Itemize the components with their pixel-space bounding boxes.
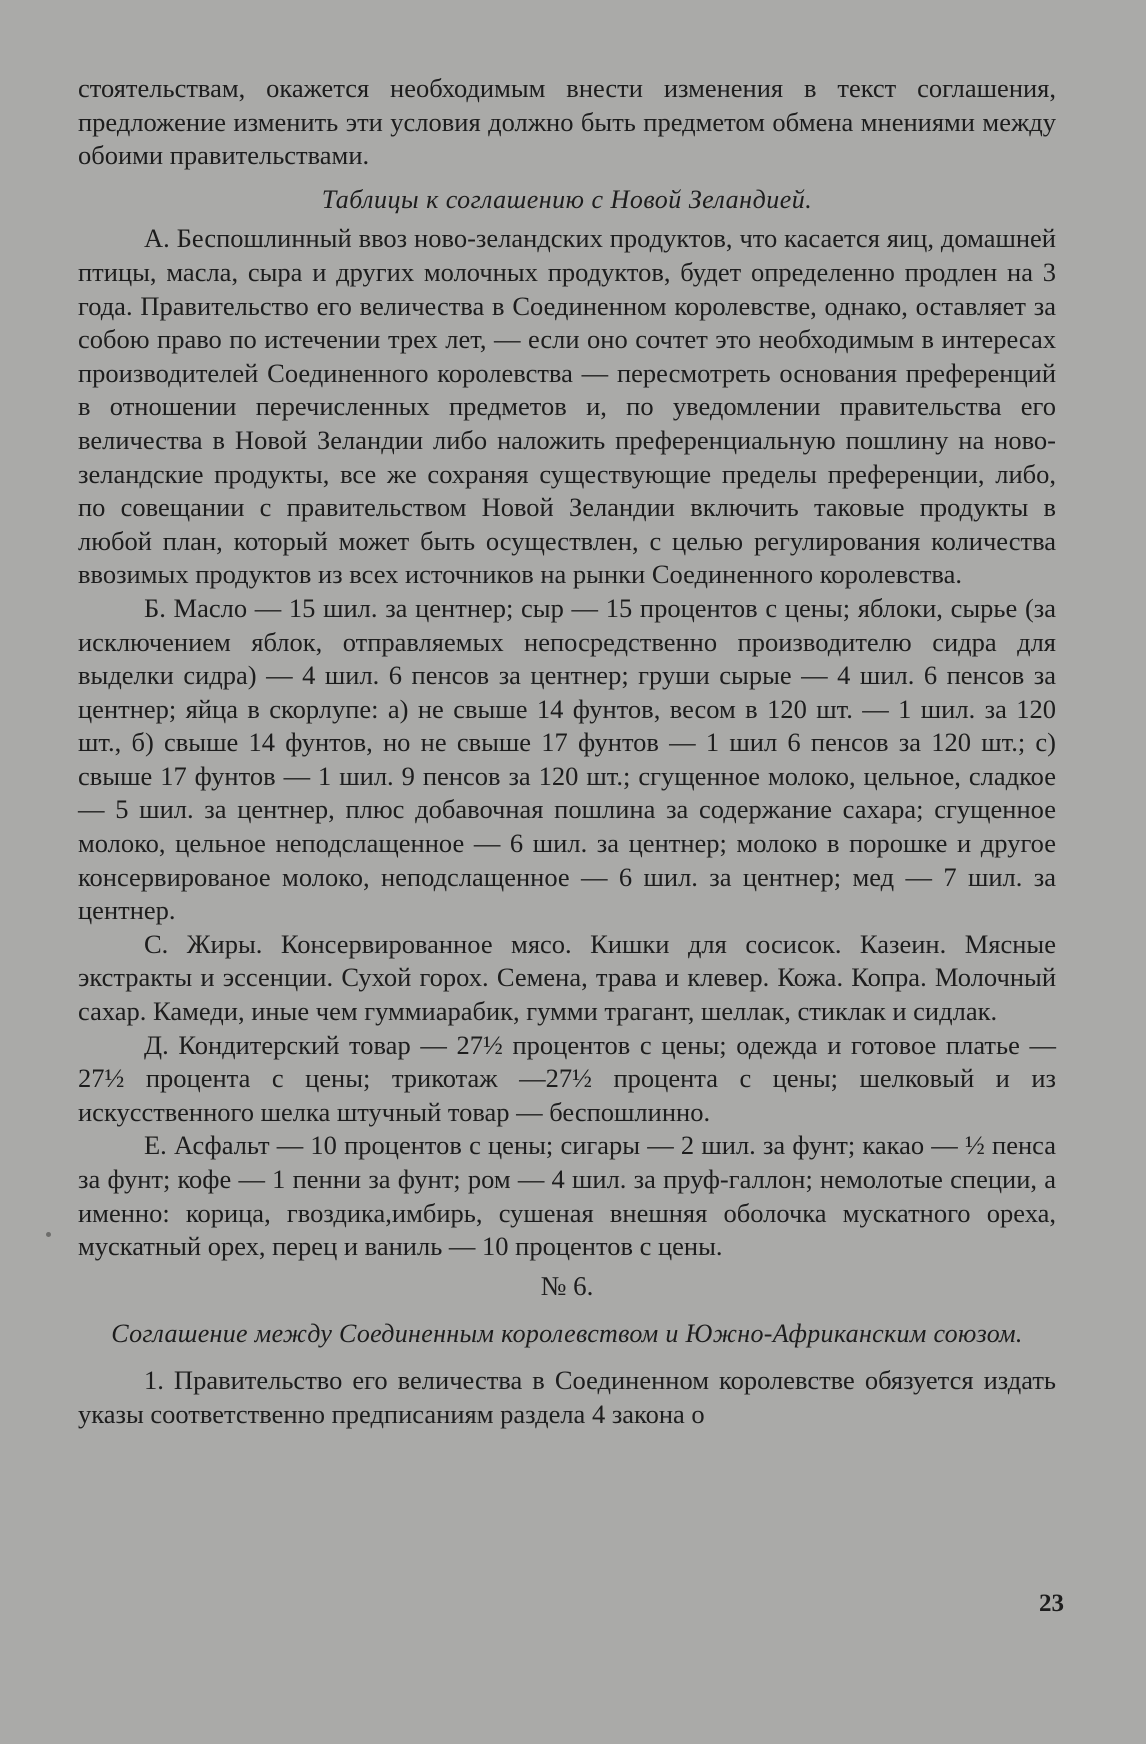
page-number: 23	[1039, 1590, 1064, 1617]
agreement-title: Соглашение между Соединенным королевством и Южно-Африканским союзом.	[111, 1319, 1023, 1349]
paragraph-d: Д. Кондитерский товар — 27½ процентов с цены; одежда и готовое платье —27½ процента с цены; трикотаж —27½ процента с цены; шелковый и из искусственного шелка штучный товар — беспошлинно.	[78, 1029, 1056, 1127]
paragraph-b: Б. Масло — 15 шил. за центнер; сыр — 15 процентов с цены; яблоки, сырье (за исключением яблок, отправляемых непосредственно производителю сидра для выделки сидра) — 4 шил. 6 пенсов за центнер; груши сырые — 4 шил. 6 пенсов за центнер; яйца в скорлупе: а) не свыше 14 фунтов, весом в 120 шт. — 1 шил. за 120 шт., б) свыше 14 фунтов, но не свыше 17 фунтов — 1 шил 6 пенсов за 120 шт.; с) свыше 17 фунтов — 1 шил. 9 пенсов за 120 шт.; сгущенное молоко, цельное, сладкое — 5 шил. за центнер, плюс добавочная пошлина за содержание сахара; сгущенное молоко, цельное неподслащенное — 6 шил. за центнер; молоко в порошке и другое консервированое молоко, неподслащенное — 6 шил. за центнер; мед — 7 шил. за центнер.	[78, 592, 1056, 926]
body-text	[78, 72, 1056, 1432]
intro-paragraph: стоятельствам, окажется необходимым внести изменения в текст соглашения, предложение изменить эти условия должно быть предметом обмена мнениями между обоими правительствами.	[78, 73, 1056, 171]
paragraph-1: 1. Правительство его величества в Соединенном королевстве обязуется издать указы соответственно предписаниям раздела 4 закона о	[78, 1365, 1056, 1429]
print-speck	[46, 1232, 51, 1237]
tables-title: Таблицы к соглашению с Новой Зеландией.	[321, 184, 813, 214]
section-number: № 6.	[540, 1270, 594, 1301]
paragraph-a: А. Беспошлинный ввоз ново-зеландских продуктов, что касается яиц, домашней птицы, масла, сыра и других молочных продуктов, будет определенно продлен на 3 года. Правительство его величества в Соединенном королевстве, однако, оставляет за собою право по истечении трех лет, — если оно сочтет это необходимым в интересах производителей Соединенного королевства — пересмотреть основания преференций в отношении перечисленных предметов и, по уведомлении правительства его величества в Новой Зеландии либо наложить преференциальную пошлину на ново-зеландские продукты, все же сохраняя существующие пределы преференции, либо, по совещании с правительством Новой Зеландии включить таковые продукты в любой план, который может быть осуществлен, с целью регулирования количества ввозимых продуктов из всех источников на рынки Соединенного королевства.	[78, 223, 1056, 590]
paragraph-c: С. Жиры. Консервированное мясо. Кишки для сосисок. Казеин. Мясные экстракты и эссенции. Сухой горох. Семена, трава и клевер. Кожа. Копра. Молочный сахар. Камеди, иные чем гуммиарабик, гумми трагант, шеллак, стиклак и сидлак.	[78, 928, 1056, 1027]
paragraph-e: Е. Асфальт — 10 процентов с цены; сигары — 2 шил. за фунт; какао — ½ пенса за фунт; кофе — 1 пенни за фунт; ром — 4 шил. за пруф-галлон; немолотые специи, а именно: корица, гвоздика,имбирь, сушеная внешняя оболочка мускатного ореха, мускатный орех, перец и ваниль — 10 процентов с цены.	[78, 1130, 1056, 1262]
